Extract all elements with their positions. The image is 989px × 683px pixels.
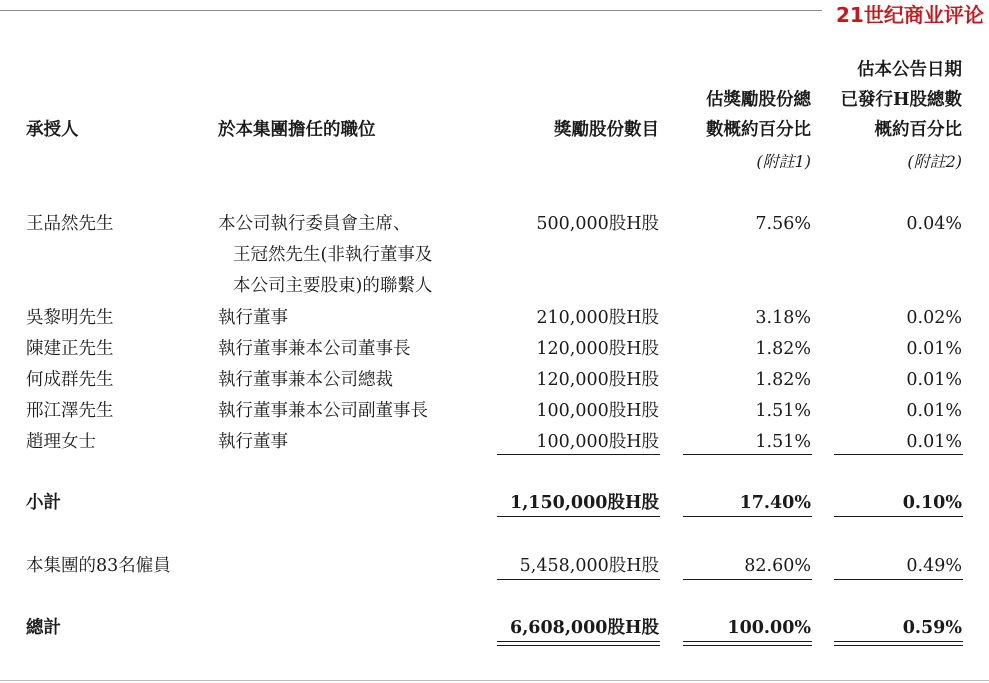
award-pct: 3.18% [755,308,811,328]
grantee-position: 執行董事兼本公司董事長 [218,339,411,359]
grantee-name: 王品然先生 [26,214,114,234]
subtotal-shares: 1,150,000股H股 [510,493,659,513]
double-rule-total [683,645,812,646]
double-rule-total [834,641,963,642]
header-note1: (附註1) [756,152,811,171]
total-shares: 6,608,000股H股 [510,618,659,638]
rule-below-employees [834,579,963,580]
subtotal-pct-award: 17.40% [739,493,811,513]
rule-below-subtotal [683,516,812,517]
issued-pct: 0.01% [906,339,962,359]
grantee-position-line3: 本公司主要股東)的聯繫人 [233,276,433,296]
header-pct-issued-line1: 估本公告日期 [857,60,962,80]
rule-above-subtotal [497,454,660,455]
total-label: 總計 [26,618,61,638]
header-pct-issued-line3: 概約百分比 [874,120,962,140]
issued-pct: 0.01% [906,401,962,421]
header-shares: 獎勵股份數目 [554,120,659,140]
header-pct-award-line1: 估獎勵股份總 [706,90,811,110]
double-rule-total [497,641,660,642]
employees-shares: 5,458,000股H股 [519,556,659,576]
award-shares: 500,000股H股 [536,214,659,234]
award-pct: 1.82% [755,370,811,390]
total-pct-award: 100.00% [727,618,811,638]
rule-below-employees [683,579,812,580]
rule-below-subtotal [497,516,660,517]
double-rule-total [834,645,963,646]
employees-label: 本集團的83名僱員 [26,556,171,576]
issued-pct: 0.04% [906,214,962,234]
header-pct-award-line2: 數概約百分比 [706,120,811,140]
grantee-name: 吳黎明先生 [26,308,114,328]
rule-below-subtotal [834,516,963,517]
award-pct: 1.51% [755,401,811,421]
subtotal-pct-issued: 0.10% [902,493,962,513]
top-divider [0,10,822,11]
header-note2: (附註2) [907,152,962,171]
grantee-name: 陳建正先生 [26,339,114,359]
award-shares: 120,000股H股 [536,370,659,390]
double-rule-total [683,641,812,642]
grantee-position-line1: 本公司執行委員會主席、 [218,214,411,234]
subtotal-label: 小計 [26,493,61,513]
issued-pct: 0.01% [906,370,962,390]
issued-pct: 0.02% [906,308,962,328]
award-shares: 120,000股H股 [536,339,659,359]
grantee-name: 何成群先生 [26,370,114,390]
award-shares: 100,000股H股 [536,432,659,452]
double-rule-total [497,645,660,646]
grantee-position: 執行董事 [218,308,288,328]
award-pct: 1.82% [755,339,811,359]
employees-pct-award: 82.60% [744,556,811,576]
rule-above-subtotal [683,454,812,455]
total-pct-issued: 0.59% [902,618,962,638]
bottom-divider [0,680,989,681]
grantee-position: 執行董事兼本公司副董事長 [218,401,428,421]
grantee-position-line2: 王冠然先生(非執行董事及 [233,245,433,265]
brand-logo: 21世纪商业评论 [836,3,984,27]
header-pct-issued-line2: 已發行H股總數 [840,90,962,110]
award-pct: 1.51% [755,432,811,452]
award-pct: 7.56% [755,214,811,234]
grantee-position: 執行董事兼本公司總裁 [218,370,393,390]
issued-pct: 0.01% [906,432,962,452]
award-shares: 100,000股H股 [536,401,659,421]
rule-above-subtotal [834,454,963,455]
header-position: 於本集團擔任的職位 [218,120,376,140]
header-grantee: 承授人 [26,120,79,140]
grantee-name: 邢江澤先生 [26,401,114,421]
grantee-name: 趙理女士 [26,432,96,452]
grantee-position: 執行董事 [218,432,288,452]
employees-pct-issued: 0.49% [906,556,962,576]
rule-below-employees [497,579,660,580]
award-shares: 210,000股H股 [536,308,659,328]
